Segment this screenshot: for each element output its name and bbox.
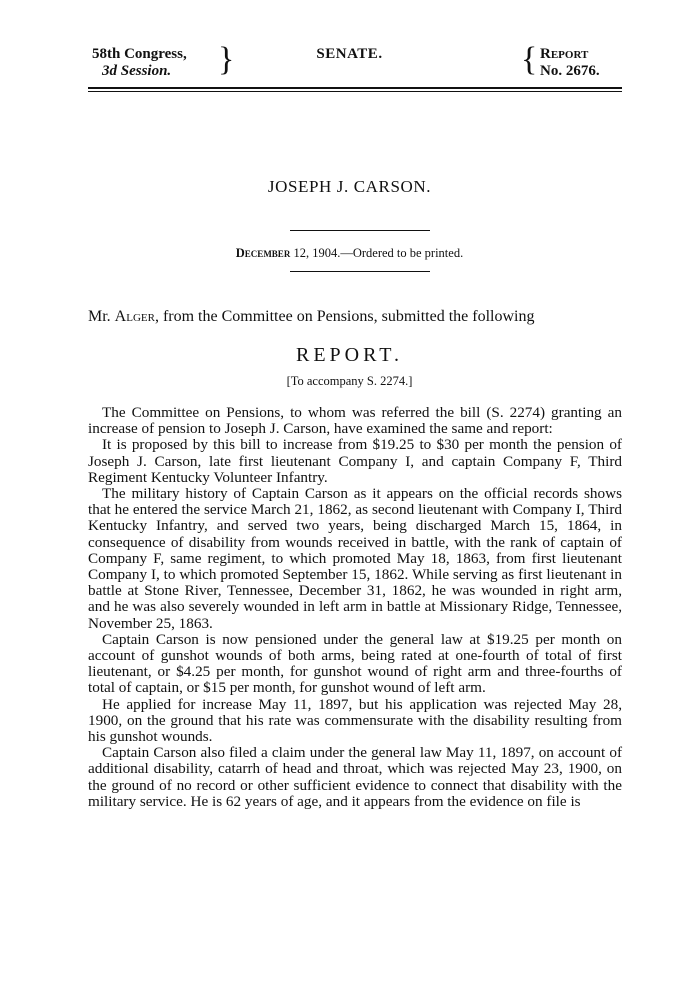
- document-title: JOSEPH J. CARSON.: [267, 177, 432, 196]
- senator-name: Alger: [114, 308, 155, 325]
- report-heading: REPORT.: [296, 344, 403, 366]
- body-paragraph: The Committee on Pensions, to whom was referred the bill (S. 2274) granting an increase of pension to Joseph J. Carson, have examined the same and report:: [88, 404, 622, 438]
- report-number: No. 2676.: [540, 63, 600, 79]
- body-paragraph: The military history of Captain Carson as it appears on the official records shows that he entered the service March 21, 1862, as second lieutenant with Company I, Third Kentucky Infantry, and served two years, being discharged March 15, 1864, in consequence of disability from wounds received in battle, with the rank of captain of Company F, same regiment, to which promoted May 18, 1863, from first lieutenant Company I, to which promoted September 15, 1862. While serving as first lieutenant in battle at Stone River, Tennessee, December 31, 1862, he was wounded in right arm, and he was also severely wounded in left arm in battle at Missionary Ridge, Tennessee, November 25, 1863.: [88, 485, 622, 632]
- dateline-month: December: [235, 246, 291, 260]
- left-brace: }: [218, 41, 235, 78]
- dateline-rest: 12, 1904.—Ordered to be printed.: [293, 246, 464, 260]
- session-label: 3d Session.: [102, 63, 172, 79]
- submitted-line: [88, 308, 622, 326]
- body-paragraph: He applied for increase May 11, 1897, but his application was rejected May 28, 1900, on the ground that his rate was commensurate with the disability resulting from his gunshot wounds.: [88, 695, 622, 746]
- title-rule-bottom: [290, 271, 430, 272]
- chamber-label: SENATE.: [316, 46, 383, 62]
- body-paragraph: Captain Carson also filed a claim under the general law May 11, 1897, on account of additional disability, catarrh of head and throat, which was rejected May 23, 1900, on the ground of no record or other sufficient evidence to connect that disability with the military service. He is 62 years of age, and it appears from the evidence on file is: [88, 744, 622, 810]
- submitted-prefix: Mr.: [88, 308, 115, 325]
- title-rule-top: [290, 230, 430, 231]
- report-body: [88, 405, 622, 810]
- header-rule-thin: [88, 91, 622, 92]
- report-label: Report: [540, 46, 589, 62]
- accompany-note: [To accompany S. 2274.]: [286, 374, 413, 388]
- header-rule-thick: [88, 87, 622, 89]
- congress-label: 58th Congress,: [92, 46, 187, 62]
- body-paragraph: It is proposed by this bill to increase from $19.25 to $30 per month the pension of Joseph J. Carson, late first lieutenant Company I, and captain Company F, Third Regiment Kentucky Volunteer Infantry.: [88, 436, 622, 486]
- body-paragraph: Captain Carson is now pensioned under the general law at $19.25 per month on account of gunshot wounds of both arms, being rated at one-fourth of total of first lieutenant, or $4.25 per month, for gunshot wound of right arm and three-fourths of total of captain, or $15 per month, for gunshot wound of left arm.: [88, 630, 622, 697]
- submitted-rest: , from the Committee on Pensions, submitted the following: [154, 308, 535, 325]
- report-number-block: [540, 46, 600, 80]
- right-brace: {: [521, 41, 538, 78]
- dateline: [0, 246, 699, 261]
